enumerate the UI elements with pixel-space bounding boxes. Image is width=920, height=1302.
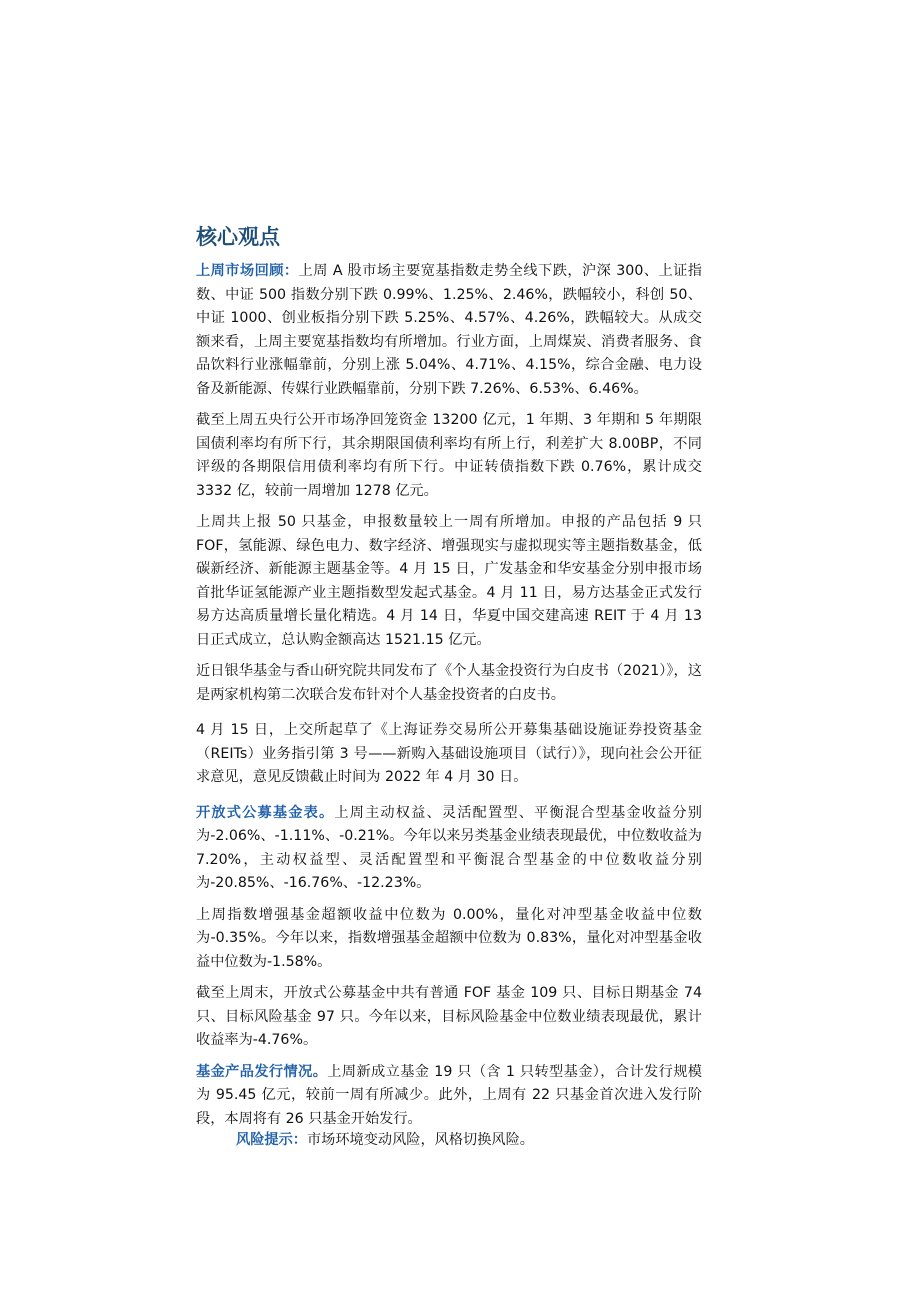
section-title: 核心观点 (196, 225, 280, 249)
whitepaper-paragraph: 近日银华基金与香山研究院共同发布了《个人基金投资行为白皮书（2021）》，这是两家机构第二次联合发布针对个人基金投资者的白皮书。 (196, 663, 702, 703)
open-fund-text: 上周主动权益、灵活配置型、平衡混合型基金收益分别为-2.06%、-1.11%、-0.21%。今年以来另类基金业绩表现最优，中位数收益为 7.20%，主动权益型、灵活配置型和平衡混合型基金的中位数收益分别为-20.85%、-16.76%、-12.23%。 (196, 804, 702, 891)
bond-market-paragraph: 截至上周五央行公开市场净回笼资金 13200 亿元，1 年期、3 年期和 5 年期限国债利率均有所下行，其余期限国债利率均有所上行，利差扩大 8.00BP，不同评级的各期限信用债利率均有所下行。中证转债指数下跌 0.76%，累计成交 3332 亿，较前一周增加 1278 亿元。 (196, 412, 702, 499)
market-review-paragraph (196, 260, 702, 401)
core-views-section (196, 222, 702, 1139)
risk-warning-lead: 风险提示： (236, 1132, 307, 1148)
market-review-lead: 上周市场回顾： (196, 263, 299, 279)
open-fund-paragraph (196, 802, 702, 896)
risk-warning (236, 1129, 534, 1152)
market-review-text: 上周 A 股市场主要宽基指数走势全线下跌，沪深 300、上证指数、中证 500 指数分别下跌 0.99%、1.25%、2.46%，跌幅较小，科创 50、中证 1000、创业板指分别下跌 5.25%、4.57%、4.26%，跌幅较大。从成交额来看，上周主要宽基指数均有所增加。行业方面，上周煤炭、消费者服务、食品饮料行业涨幅靠前，分别上涨 5.04%、4.71%、4.15%，综合金融、电力设备及新能源、传媒行业跌幅靠前，分别下跌 7.26%、6.53%、6.46%。 (196, 263, 702, 397)
open-fund-lead: 开放式公募基金表。 (196, 804, 335, 821)
fund-filing-paragraph: 上周共上报 50 只基金，申报数量较上一周有所增加。申报的产品包括 9 只 FOF，氢能源、绿色电力、数字经济、增强现实与虚拟现实等主题指数基金，低碳新经济、新能源主题基金等。4 月 15 日，广发基金和华安基金分别申报市场首批华证氢能源产业主题指数型发起式基金。4 月 11 日，易方达基金正式发行易方达高质量增长量化精选。4 月 14 日，华夏中国交建高速 REIT 于 4 月 13 日正式成立，总认购金额高达 1521.15 亿元。 (196, 514, 702, 648)
fund-issuance-text: 上周新成立基金 19 只（含 1 只转型基金），合计发行规模为 95.45 亿元，较前一周有所减少。此外，上周有 22 只基金首次进入发行阶段，本周将有 26 只基金开始发行。 (196, 1063, 702, 1127)
index-enhanced-paragraph: 上周指数增强基金超额收益中位数为 0.00%，量化对冲型基金收益中位数为-0.35%。今年以来，指数增强基金超额中位数为 0.83%，量化对冲型基金收益中位数为-1.58%。 (196, 906, 702, 970)
fof-paragraph: 截至上周末，开放式公募基金中共有普通 FOF 基金 109 只、目标日期基金 74 只、目标风险基金 97 只。今年以来，目标风险基金中位数业绩表现最优，累计收益率为-4.76%。 (196, 985, 702, 1048)
fund-issuance-lead: 基金产品发行情况。 (196, 1063, 328, 1080)
risk-warning-text: 市场环境变动风险，风格切换风险。 (306, 1132, 534, 1148)
reits-guideline-paragraph: 4 月 15 日，上交所起草了《上海证券交易所公开募集基础设施证券投资基金（REITs）业务指引第 3 号——新购入基础设施项目（试行）》，现向社会公开征求意见，意见反馈截止时间为 2022 年 4 月 30 日。 (196, 722, 702, 785)
fund-issuance-paragraph (196, 1061, 702, 1132)
